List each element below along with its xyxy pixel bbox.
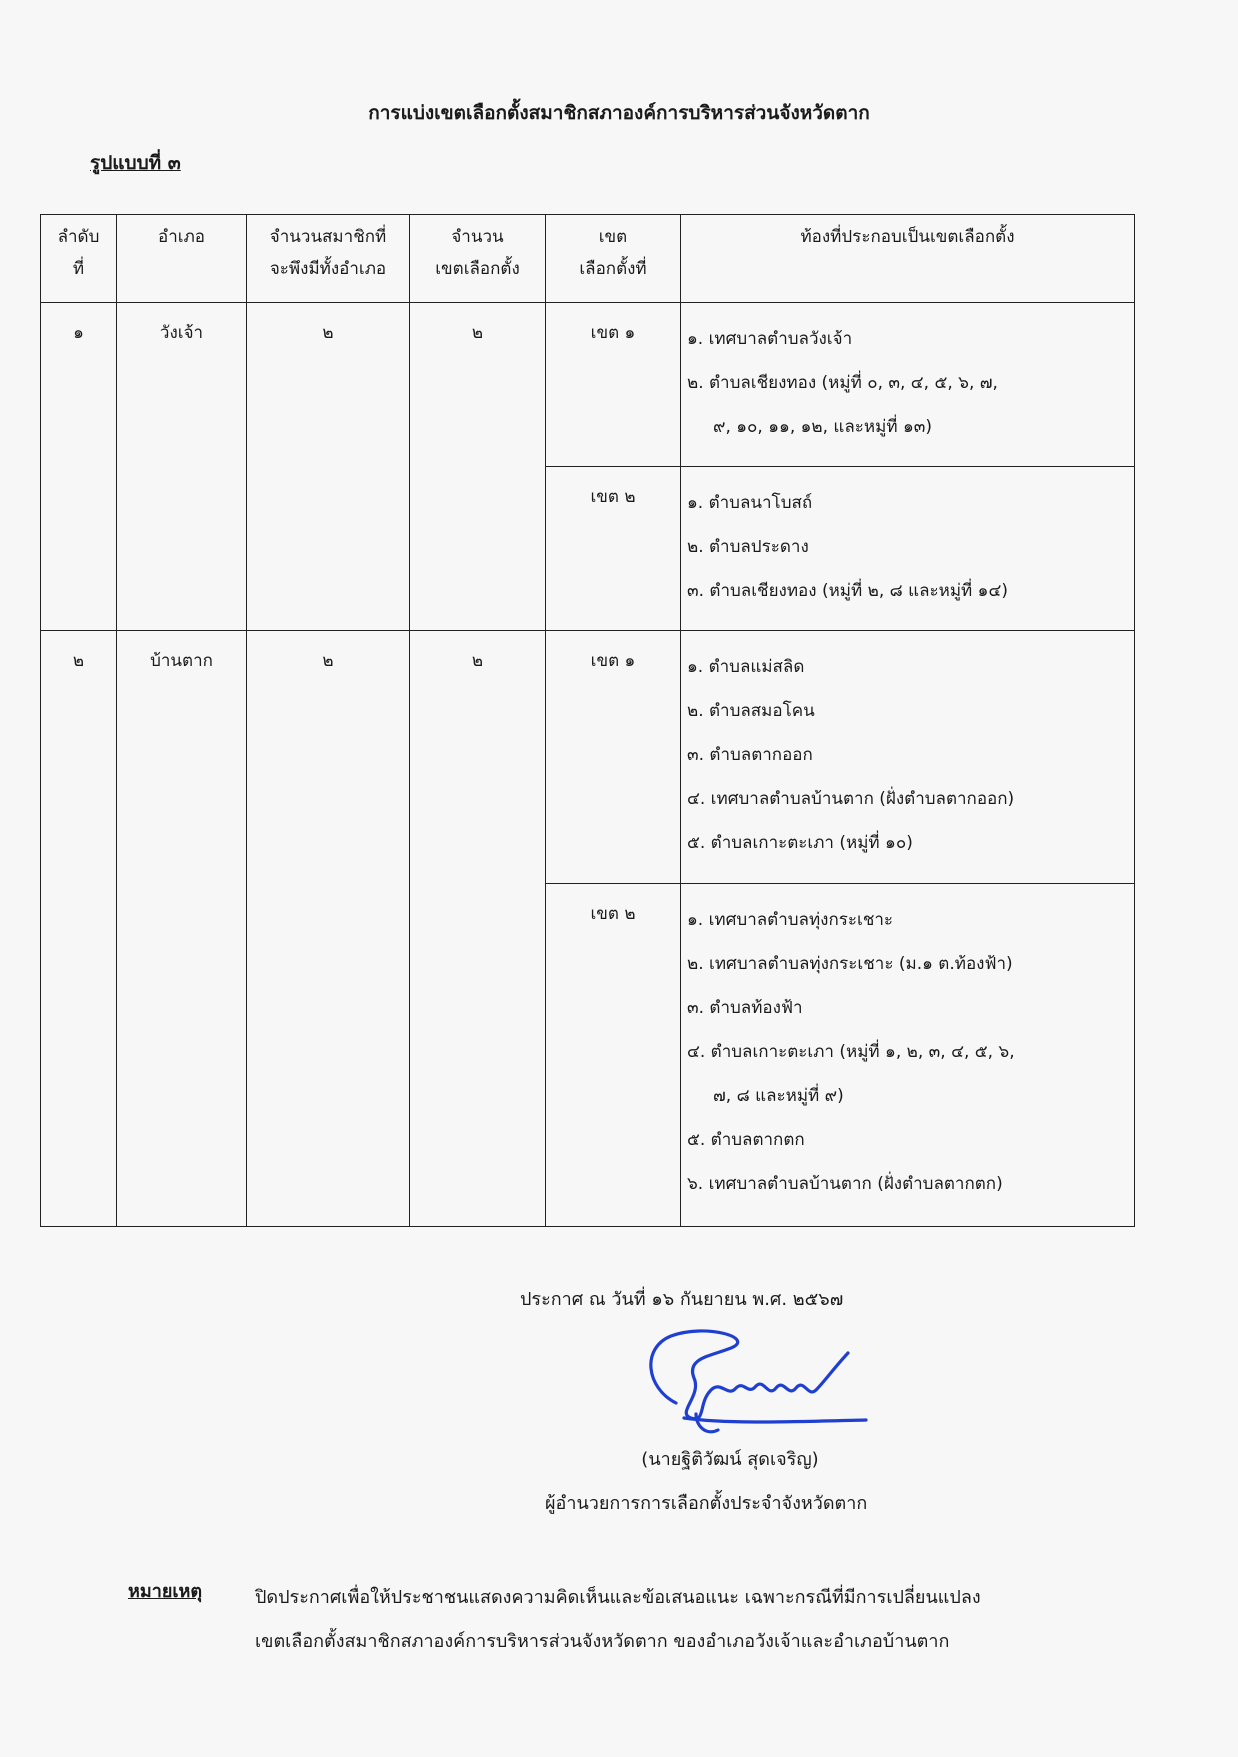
area-item: ๑. ตำบลนาโบสถ์ bbox=[687, 493, 813, 513]
area-item: ๕. ตำบลเกาะตะเภา (หมู่ที่ ๑๐) bbox=[687, 833, 913, 853]
table-row bbox=[41, 303, 1135, 467]
area-item: ๑. เทศบาลตำบลวังเจ้า bbox=[687, 329, 853, 349]
note-line: ปิดประกาศเพื่อให้ประชาชนแสดงความคิดเห็นและข้อเสนอแนะ เฉพาะกรณีที่มีการเปลี่ยนแปลง bbox=[255, 1587, 981, 1608]
signer-name: (นายฐิติวัฒน์ สุดเจริญ) bbox=[641, 1449, 819, 1470]
area-item: ๔. ตำบลเกาะตะเภา (หมู่ที่ ๑, ๒, ๓, ๔, ๕, ๖, bbox=[687, 1042, 1015, 1062]
cell-members: ๒ bbox=[247, 631, 410, 1227]
cell-count: ๒ bbox=[410, 631, 546, 1227]
area-item: ๒. ตำบลเชียงทอง (หมู่ที่ ๐, ๓, ๔, ๕, ๖, ๗, bbox=[687, 373, 998, 393]
area-item: ๗, ๘ และหมู่ที่ ๙) bbox=[713, 1086, 844, 1106]
area-item: ๑. ตำบลแม่สลิด bbox=[687, 657, 805, 677]
cell-members: ๒ bbox=[247, 303, 410, 631]
area-item: ๒. เทศบาลตำบลทุ่งกระเชาะ (ม.๑ ต.ท้องฟ้า) bbox=[687, 954, 1013, 974]
cell-areas bbox=[681, 631, 1135, 884]
area-item: ๓. ตำบลตากออก bbox=[687, 745, 813, 765]
cell-areas bbox=[681, 884, 1135, 1227]
area-item: ๓. ตำบลท้องฟ้า bbox=[687, 998, 803, 1018]
note-label: หมายเหตุ bbox=[128, 1581, 203, 1602]
cell-amphoe: วังเจ้า bbox=[117, 303, 247, 631]
table-row bbox=[41, 631, 1135, 884]
area-item: ๕. ตำบลตากตก bbox=[687, 1130, 805, 1150]
signer-position: ผู้อำนวยการการเลือกตั้งประจำจังหวัดตาก bbox=[545, 1493, 868, 1514]
cell-zone: เขต ๑ bbox=[546, 303, 681, 467]
cell-zone: เขต ๒ bbox=[546, 884, 681, 1227]
note-line: เขตเลือกตั้งสมาชิกสภาองค์การบริหารส่วนจังหวัดตาก ของอำเภอวังเจ้าและอำเภอบ้านตาก bbox=[255, 1631, 950, 1652]
cell-areas bbox=[681, 467, 1135, 631]
cell-zone: เขต ๑ bbox=[546, 631, 681, 884]
cell-areas bbox=[681, 303, 1135, 467]
cell-seq: ๑ bbox=[41, 303, 117, 631]
cell-count: ๒ bbox=[410, 303, 546, 631]
header-amphoe: อำเภอ bbox=[117, 215, 247, 303]
area-item: ๙, ๑๐, ๑๑, ๑๒, และหมู่ที่ ๑๓) bbox=[713, 417, 932, 437]
signature-image bbox=[636, 1318, 886, 1448]
header-zone: เขต เลือกตั้งที่ bbox=[546, 215, 681, 303]
note-text bbox=[255, 1576, 1115, 1664]
area-item: ๒. ตำบลประดาง bbox=[687, 537, 809, 557]
announcement-date: ประกาศ ณ วันที่ ๑๖ กันยายน พ.ศ. ๒๕๖๗ bbox=[520, 1289, 844, 1310]
area-item: ๖. เทศบาลตำบลบ้านตาก (ฝั่งตำบลตากตก) bbox=[687, 1174, 1003, 1194]
form-label: รูปแบบที่ ๓ bbox=[90, 152, 181, 174]
header-seq: ลำดับ ที่ bbox=[41, 215, 117, 303]
header-area: ท้องที่ประกอบเป็นเขตเลือกตั้ง bbox=[681, 215, 1135, 303]
area-item: ๑. เทศบาลตำบลทุ่งกระเชาะ bbox=[687, 910, 894, 930]
area-item: ๒. ตำบลสมอโคน bbox=[687, 701, 815, 721]
cell-seq: ๒ bbox=[41, 631, 117, 1227]
area-item: ๔. เทศบาลตำบลบ้านตาก (ฝั่งตำบลตากออก) bbox=[687, 789, 1015, 809]
district-table bbox=[40, 214, 1135, 1227]
signature-strokes bbox=[651, 1331, 866, 1432]
table-header-row bbox=[41, 215, 1135, 303]
cell-amphoe: บ้านตาก bbox=[117, 631, 247, 1227]
area-item: ๓. ตำบลเชียงทอง (หมู่ที่ ๒, ๘ และหมู่ที่ ๑๔) bbox=[687, 581, 1008, 601]
header-count: จำนวน เขตเลือกตั้ง bbox=[410, 215, 546, 303]
cell-zone: เขต ๒ bbox=[546, 467, 681, 631]
document-title: การแบ่งเขตเลือกตั้งสมาชิกสภาองค์การบริหารส่วนจังหวัดตาก bbox=[368, 102, 870, 124]
header-members: จำนวนสมาชิกที่ จะพึงมีทั้งอำเภอ bbox=[247, 215, 410, 303]
